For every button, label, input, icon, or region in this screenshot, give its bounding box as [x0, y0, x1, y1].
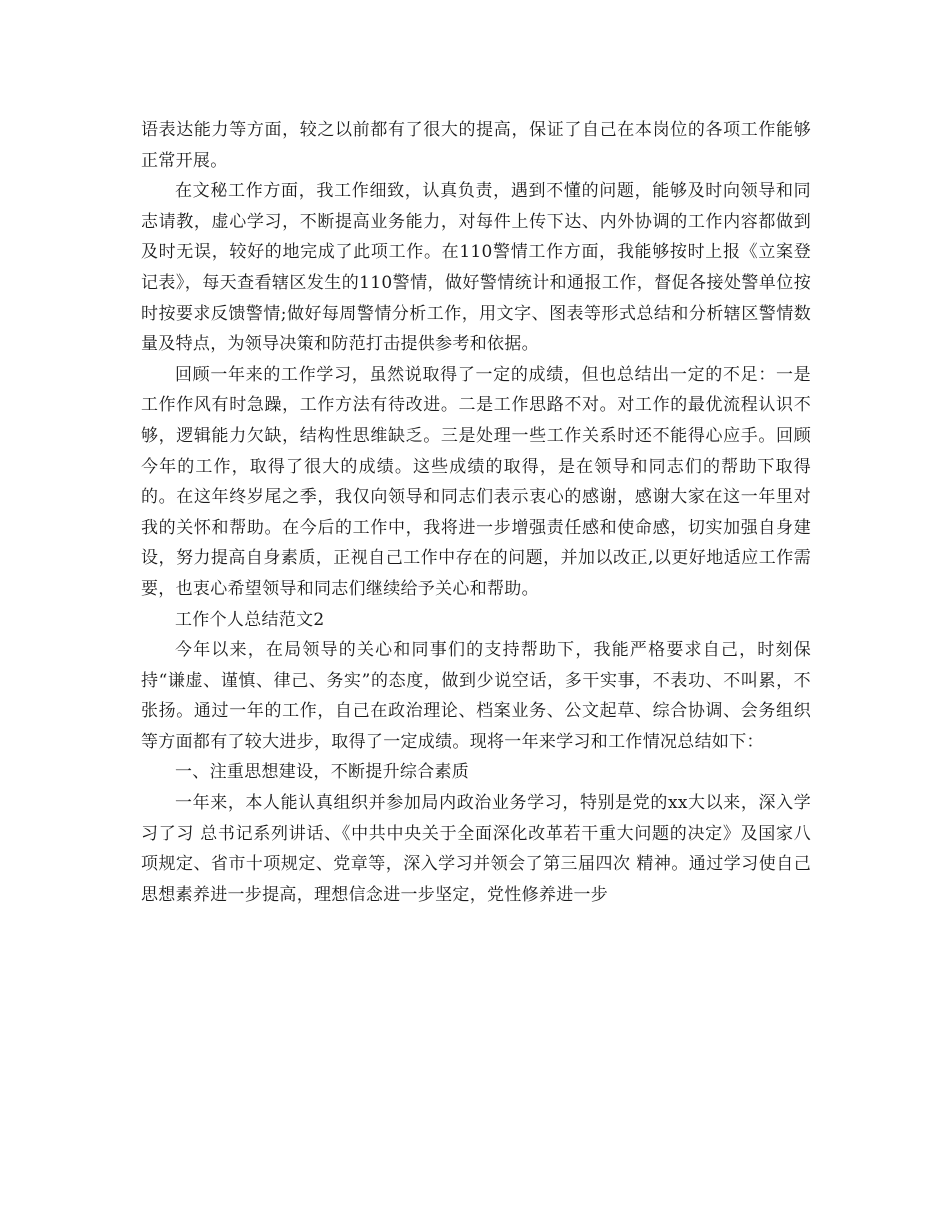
paragraph-review-shortcomings: 回顾一年来的工作学习，虽然说取得了一定的成绩，但也总结出一定的不足：一是工作作风有时急躁，工作方法有待改进。二是工作思路不对。对工作的最优流程认识不够，逻辑能力欠缺，结构性思维缺乏。三是处理一些工作关系时还不能得心应手。回顾今年的工作，取得了很大的成绩。这些成绩的取得，是在领导和同志们的帮助下取得的。在这年终岁尾之季，我仅向领导和同志们表示衷心的感谢，感谢大家在这一年里对我的关怀和帮助。在今后的工作中，我将进一步增强责任感和使命感，切实加强自身建设，努力提高自身素质，正视自己工作中存在的问题，并加以改正,以更好地适应工作需要，也衷心希望领导和同志们继续给予关心和帮助。 — [141, 364, 811, 599]
paragraph-continuation: 语表达能力等方面，较之以前都有了很大的提高，保证了自己在本岗位的各项工作能够正常开展。 — [141, 120, 811, 171]
paragraph-political-study: 一年来，本人能认真组织并参加局内政治业务学习，特别是党的xx大以来，深入学习了习 总书记系列讲话、《中共中央关于全面深化改革若干重大问题的决定》及国家八项规定、省市十项规定、党章等，深入学习并领会了第三届四次 精神。通过学习使自己思想素养进一步提高，理想信念进一步坚定，党性修养进一步 — [141, 793, 811, 905]
section-heading-sample-2: 工作个人总结范文2 — [175, 609, 325, 630]
paragraph-intro-sample-2: 今年以来，在局领导的关心和同事们的支持帮助下，我能严格要求自己，时刻保持“谦虚、谨慎、律己、务实”的态度，做到少说空话，多干实事，不表功、不叫累，不张扬。通过一年的工作，自己在政治理论、档案业务、公文起草、综合协调、会务组织等方面都有了较大进步，取得了一定成绩。现将一年来学习和工作情况总结如下： — [141, 640, 811, 752]
document-body — [141, 115, 811, 910]
paragraph-secretarial-work: 在文秘工作方面，我工作细致，认真负责，遇到不懂的问题，能够及时向领导和同志请教，虚心学习，不断提高业务能力，对每件上传下达、内外协调的工作内容都做到及时无误，较好的地完成了此项工作。在110警情工作方面，我能够按时上报《立案登记表》，每天查看辖区发生的110警情，做好警情统计和通报工作，督促各接处警单位按时按要求反馈警情;做好每周警情分析工作，用文字、图表等形式总结和分析辖区警情数量及特点，为领导决策和防范打击提供参考和依据。 — [141, 181, 811, 355]
subheading-ideological-building: 一、注重思想建设，不断提升综合素质 — [175, 762, 470, 783]
